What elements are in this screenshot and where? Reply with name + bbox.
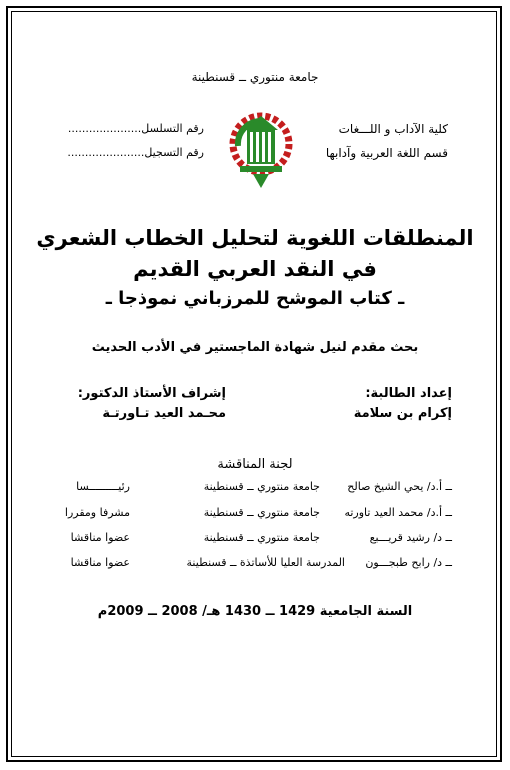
- academic-year: السنة الجامعية 1429 ــ 1430 هـ/ 2008 ــ 2009م: [97, 604, 413, 619]
- thesis-title-line1: المنطلقات اللغوية لتحليل الخطاب الشعري: [36, 226, 474, 250]
- registration-number-field: رقم التسجيل......................: [67, 146, 204, 159]
- thesis-title-line2: في النقد العربي القديم: [133, 257, 377, 281]
- committee-member-name: ــ د/ رشيد قريـــبع: [369, 531, 452, 544]
- committee-member-university: جامعة منتوري ــ قسنطينة: [203, 531, 320, 544]
- supervisor-name: محـمد العيد تـاورتـة: [102, 406, 226, 421]
- degree-statement: بحث مقدم لنيل شهادة الماجستير في الأدب الحديث: [91, 340, 419, 355]
- committee-member-role: رئيـــــــــسا: [76, 480, 130, 493]
- student-name: إكرام بن سلامة: [353, 406, 452, 421]
- faculty-name: كلية الآداب و اللـــغات: [338, 122, 448, 136]
- committee-member-role: عضوا مناقشا: [70, 556, 130, 569]
- committee-member-university: جامعة منتوري ــ قسنطينة: [203, 506, 320, 519]
- preparation-label: إعداد الطالبة:: [365, 386, 452, 401]
- committee-member-name: ــ أ.د/ محمد العيد تاورته: [344, 506, 452, 519]
- committee-member-role: مشرفا ومقررا: [64, 506, 130, 519]
- supervision-label: إشراف الأستاذ الدكتور:: [77, 386, 226, 401]
- university-emblem-icon: [226, 104, 296, 190]
- committee-member-name: ــ أ.د/ يحي الشيخ صالح: [347, 480, 452, 493]
- thesis-subtitle: ـ كتاب الموشح للمرزباني نموذجا ـ: [105, 288, 405, 309]
- committee-member-university: المدرسة العليا للأساتذة ــ قسنطينة: [186, 556, 345, 569]
- committee-member-role: عضوا مناقشا: [70, 531, 130, 544]
- committee-member-university: جامعة منتوري ــ قسنطينة: [203, 480, 320, 493]
- committee-member-name: ــ د/ رابح طبجـــون: [365, 556, 452, 569]
- university-name: جامعة منتوري ــ قسنطينة: [191, 70, 319, 84]
- department-name: قسم اللغة العربية وآدابها: [325, 146, 448, 160]
- serial-number-field: رقم التسلسل.....................: [67, 122, 204, 135]
- committee-heading: لجنة المناقشة: [217, 457, 293, 472]
